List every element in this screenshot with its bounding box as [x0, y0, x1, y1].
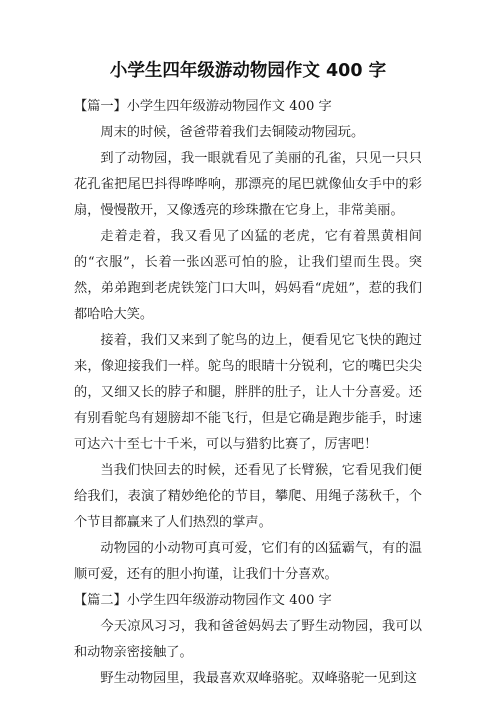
section-1 — [74, 94, 422, 588]
document-title: 小学生四年级游动物园作文 400 字 — [109, 61, 387, 81]
paragraph: 今天凉风习习，我和爸爸妈妈去了野生动物园，我可以和动物亲密接触了。 — [74, 619, 422, 660]
section-2 — [74, 588, 422, 692]
section-heading: 【篇一】小学生四年级游动物园作文 400 字 — [74, 99, 332, 114]
paragraph: 野生动物园里，我最喜欢双峰骆驼。双峰骆驼一见到这 — [100, 671, 417, 686]
paragraph: 当我们快回去的时候，还看见了长臂猴，它看见我们便给我们，表演了精妙绝伦的节目，攀爬、用绳子荡秋千，个个节目都赢来了人们热烈的掌声。 — [74, 463, 422, 530]
paragraph: 动物园的小动物可真可爱，它们有的凶猛霸气，有的温顺可爱，还有的胆小拘谨，让我们十分喜欢。 — [74, 541, 422, 582]
document-page — [74, 58, 422, 692]
section-heading: 【篇二】小学生四年级游动物园作文 400 字 — [74, 593, 332, 608]
paragraph: 周末的时候，爸爸带着我们去铜陵动物园玩。 — [100, 125, 365, 140]
paragraph: 接着，我们又来到了鸵鸟的边上，便看见它飞快的跑过来，像迎接我们一样。鸵鸟的眼睛十分锐利，它的嘴巴尖尖的，又细又长的脖子和腿，胖胖的肚子，让人十分喜爱。还有别看鸵鸟有翅膀却不能飞行，但是它确是跑步能手，时速可达六十至七十千米，可以与猎豹比赛了，厉害吧！ — [74, 333, 422, 452]
paragraph: 走着走着，我又看见了凶猛的老虎，它有着黑黄相间的“衣服”，长着一张凶恶可怕的脸，让我们望而生畏。突然，弟弟跑到老虎铁笼门口大叫，妈妈看“虎妞”，惹的我们都哈哈大笑。 — [74, 229, 422, 322]
paragraph: 到了动物园，我一眼就看见了美丽的孔雀，只见一只只花孔雀把尾巴抖得哗哗响，那漂亮的尾巴就像仙女手中的彩扇，慢慢散开，又像透亮的珍珠撒在它身上，非常美丽。 — [74, 151, 422, 218]
